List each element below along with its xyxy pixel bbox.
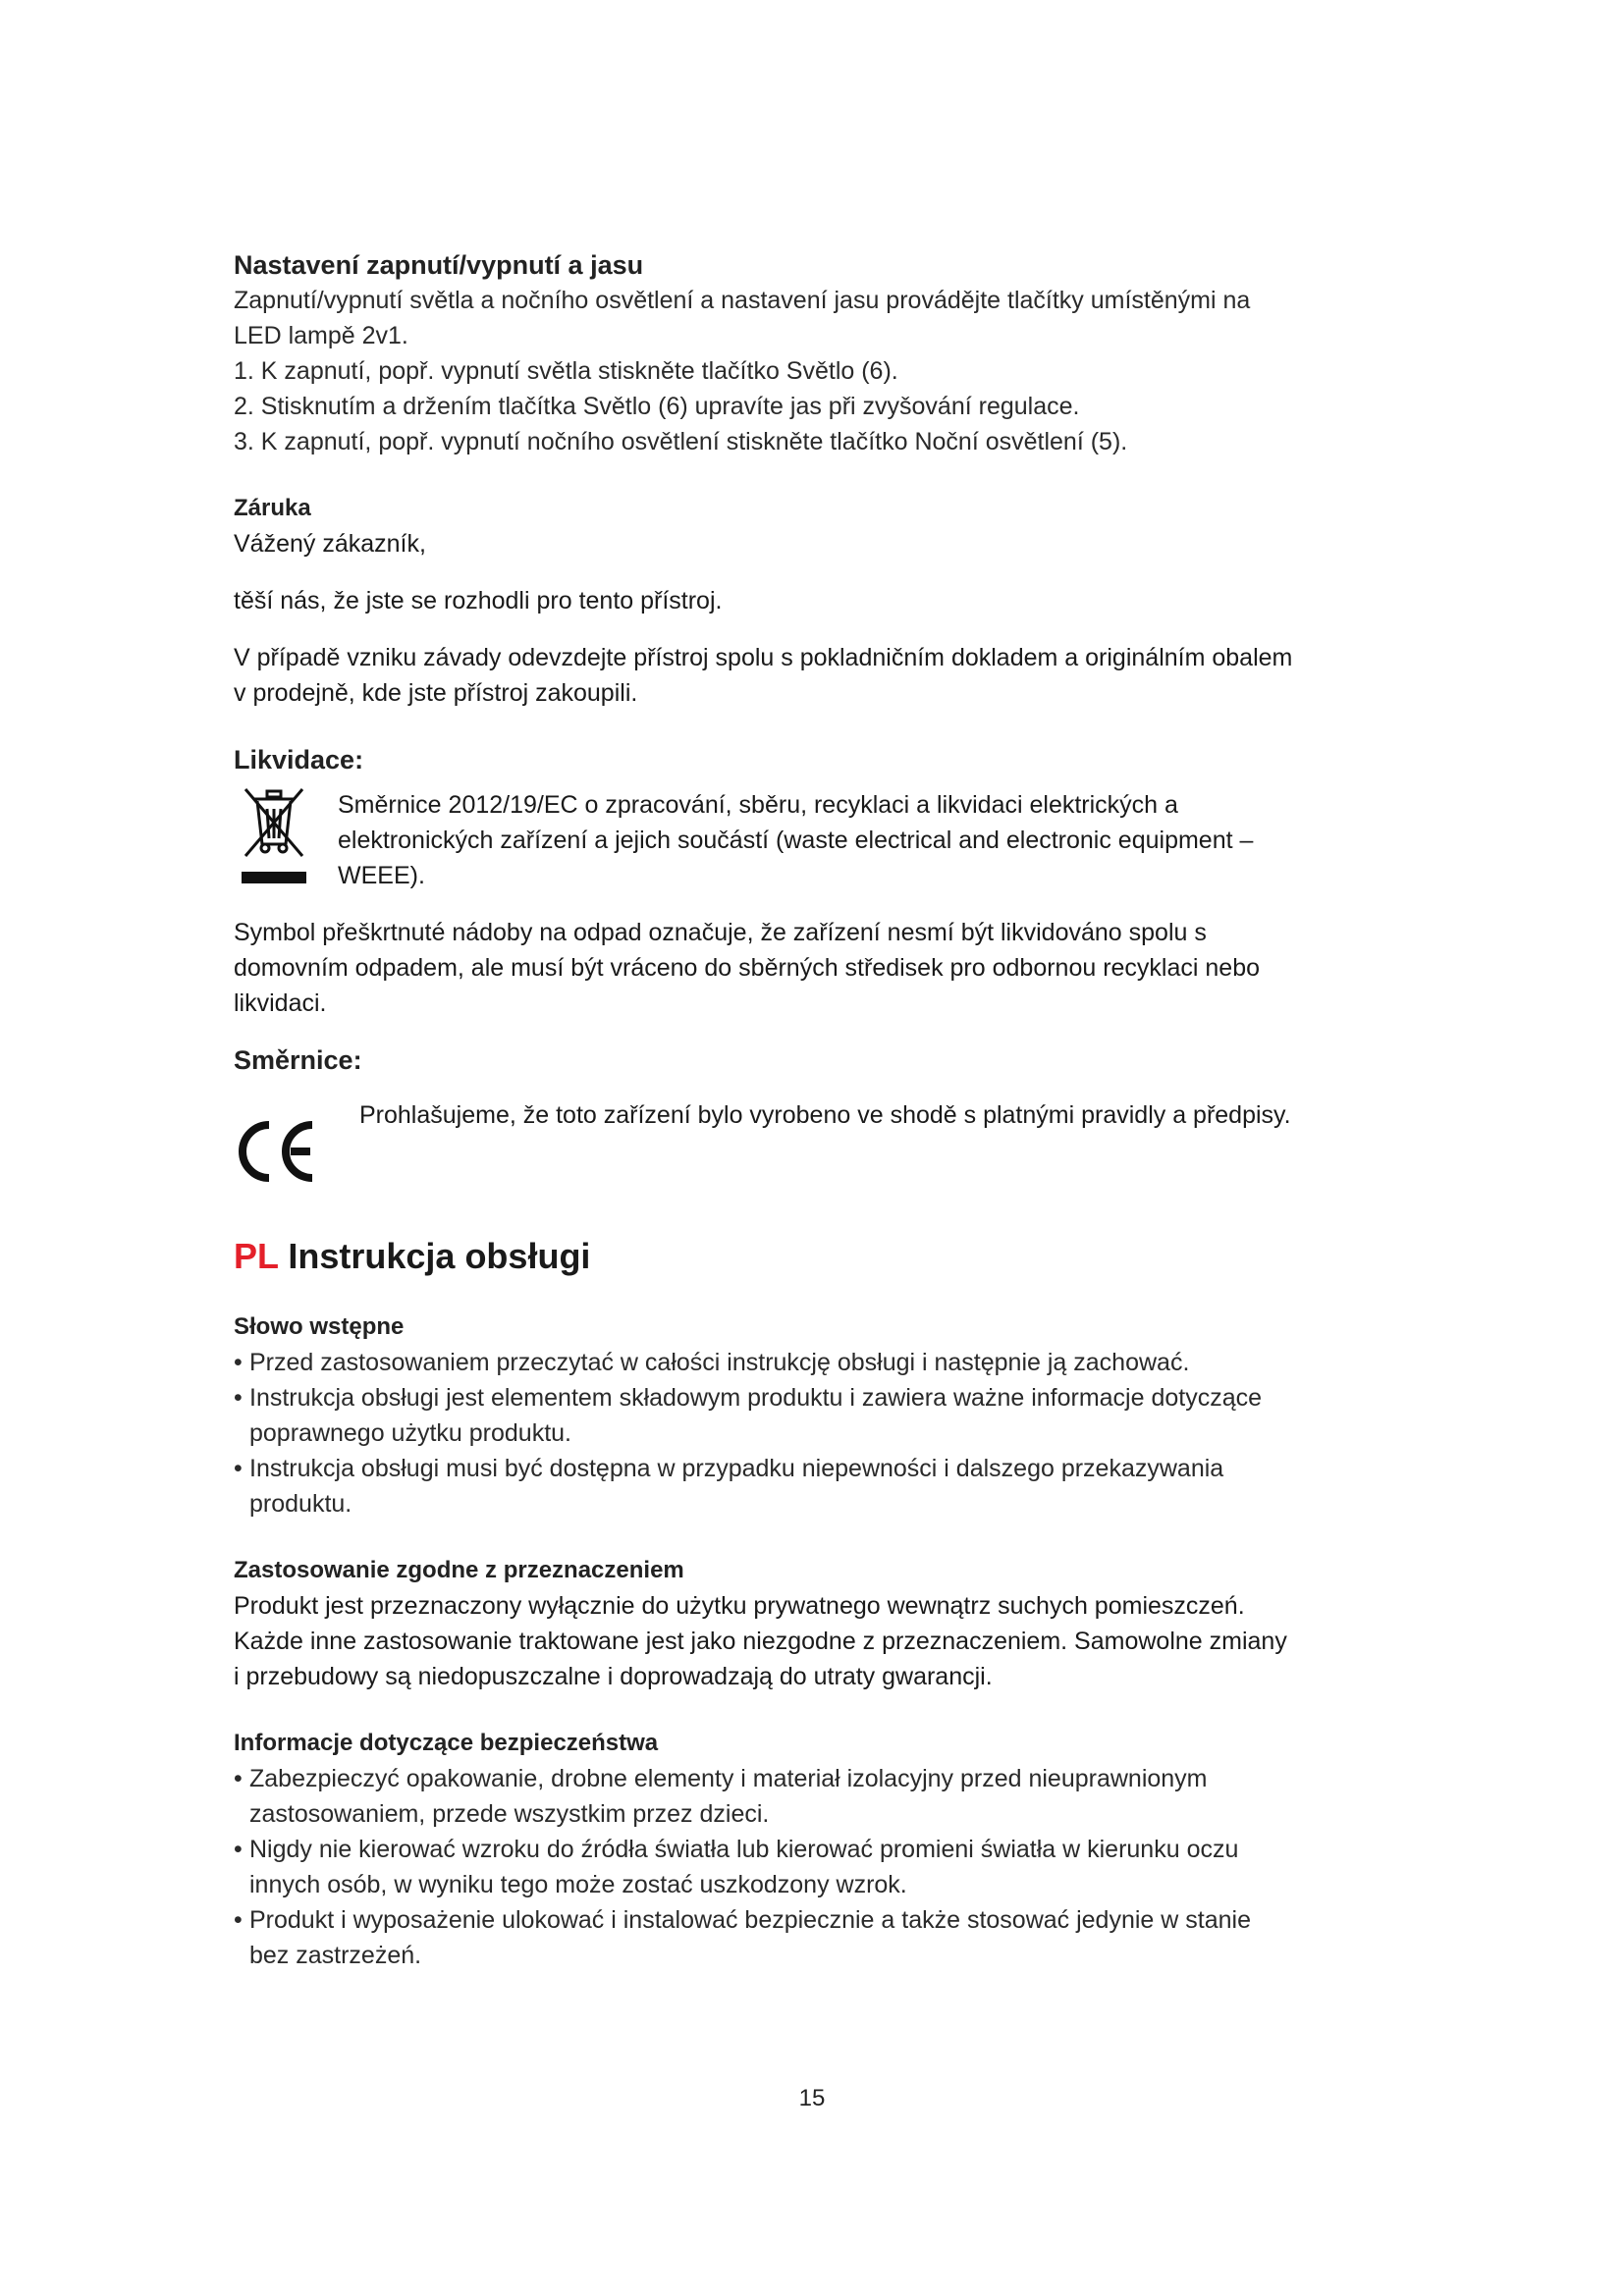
weee-row	[234, 777, 1412, 893]
page-content	[234, 247, 1412, 1973]
bullet-marker: •	[234, 1836, 243, 1863]
safety-bullet-2	[234, 1832, 1412, 1902]
preface-bullet-2	[234, 1380, 1412, 1451]
intended-use-line2: Każde inne zastosowanie traktowane jest jako niezgodne z przeznaczeniem. Samowolne zmiany	[234, 1628, 1287, 1655]
onoff-intro-line1: Zapnutí/vypnutí světla a nočního osvětlení a nastavení jasu provádějte tlačítky umístěnými na	[234, 287, 1251, 314]
safety-bullet-3	[234, 1902, 1412, 1973]
pl-language-code: PL	[234, 1236, 279, 1276]
preface-b3-line2: produktu.	[249, 1490, 352, 1518]
preface-b3-line1: Instrukcja obsługi musi być dostępna w przypadku niepewności i dalszego przekazywania	[249, 1455, 1224, 1482]
preface-b2-line1: Instrukcja obsługi jest elementem składowym produktu i zawiera ważne informacje dotyczące	[249, 1384, 1263, 1412]
preface-b3	[249, 1451, 1412, 1522]
safety-b2	[249, 1832, 1412, 1902]
symbol-line1: Symbol přeškrtnuté nádoby na odpad označuje, že zařízení nesmí být likvidováno spolu s	[234, 919, 1207, 946]
warranty-line1: těší nás, že jste se rozhodli pro tento přístroj.	[234, 587, 723, 614]
warranty-greeting: Vážený zákazník,	[234, 530, 426, 558]
weee-bin-icon	[240, 783, 308, 891]
pl-title-text: Instrukcja obsługi	[288, 1236, 591, 1276]
weee-line1: Směrnice 2012/19/EC o zpracování, sběru, recyklaci a likvidaci elektrických a	[338, 791, 1178, 819]
preface-b2-line2: poprawnego użytku produktu.	[249, 1419, 571, 1447]
page-number: 15	[798, 2085, 826, 2111]
disposal-heading: Likvidace:	[234, 745, 364, 774]
bullet-marker: •	[234, 1906, 243, 1934]
directives-heading: Směrnice:	[234, 1045, 362, 1075]
safety-b2-line1: Nigdy nie kierować wzroku do źródła światła lub kierować promieni światła w kierunku oczu	[249, 1836, 1239, 1863]
ce-mark-icon	[234, 1117, 322, 1186]
safety-b3-line2: bez zastrzeżeń.	[249, 1942, 422, 1969]
symbol-line2: domovním odpadem, ale musí být vráceno do sběrných středisek pro odbornou recyklaci nebo	[234, 954, 1261, 982]
pl-section-title	[234, 1235, 1412, 1278]
bullet-marker: •	[234, 1765, 243, 1792]
safety-heading: Informacje dotyczące bezpieczeństwa	[234, 1730, 659, 1756]
safety-b1-line1: Zabezpieczyć opakowanie, drobne elementy i materiał izolacyjny przed nieuprawnionym	[249, 1765, 1208, 1792]
onoff-step3: 3. K zapnutí, popř. vypnutí nočního osvětlení stiskněte tlačítko Noční osvětlení (5).	[234, 428, 1128, 455]
safety-b3-line1: Produkt i wyposażenie ulokować i instalować bezpiecznie a także stosować jedynie w stanie	[249, 1906, 1251, 1934]
symbol-line3: likvidaci.	[234, 989, 327, 1017]
onoff-heading: Nastavení zapnutí/vypnutí a jasu	[234, 250, 644, 280]
ce-text-wrap	[359, 1095, 1291, 1133]
intended-use-line1: Produkt jest przeznaczony wyłącznie do użytku prywatnego wewnątrz suchych pomieszczeń.	[234, 1592, 1245, 1620]
safety-b1-line2: zastosowaniem, przede wszystkim przez dzieci.	[249, 1800, 770, 1828]
preface-b2	[249, 1380, 1412, 1451]
bullet-marker: •	[234, 1384, 243, 1412]
weee-line3: WEEE).	[338, 862, 425, 889]
preface-bullet-1	[234, 1345, 1412, 1380]
bullet-marker: •	[234, 1455, 243, 1482]
ce-declaration: Prohlašujeme, že toto zařízení bylo vyrobeno ve shodě s platnými pravidly a předpisy.	[359, 1101, 1291, 1129]
weee-line2: elektronických zařízení a jejich součástí (waste electrical and electronic equipment –	[338, 827, 1254, 854]
warranty-heading: Záruka	[234, 495, 311, 521]
safety-bullet-1	[234, 1761, 1412, 1832]
preface-bullet-3	[234, 1451, 1412, 1522]
intended-use-line3: i przebudowy są niedopuszczalne i doprowadzają do utraty gwarancji.	[234, 1663, 993, 1690]
safety-b2-line2: innych osób, w wyniku tego może zostać uszkodzony wzrok.	[249, 1871, 907, 1898]
preface-heading: Słowo wstępne	[234, 1313, 405, 1340]
safety-b3	[249, 1902, 1412, 1973]
onoff-step1: 1. K zapnutí, popř. vypnutí světla stiskněte tlačítko Světlo (6).	[234, 357, 898, 385]
intended-use-heading: Zastosowanie zgodne z przeznaczeniem	[234, 1557, 684, 1583]
warranty-line2a: V případě vzniku závady odevzdejte přístroj spolu s pokladničním dokladem a originálním obalem	[234, 644, 1293, 671]
bullet-marker: •	[234, 1349, 243, 1376]
warranty-line2b: v prodejně, kde jste přístroj zakoupili.	[234, 679, 638, 707]
weee-text	[338, 777, 1253, 893]
preface-b1: Przed zastosowaniem przeczytać w całości instrukcję obsługi i następnie ją zachować.	[249, 1349, 1190, 1376]
onoff-step2: 2. Stisknutím a držením tlačítka Světlo (6) upravíte jas při zvyšování regulace.	[234, 393, 1080, 420]
onoff-intro-line2: LED lampě 2v1.	[234, 322, 408, 349]
ce-row	[234, 1095, 1412, 1186]
safety-b1	[249, 1761, 1412, 1832]
